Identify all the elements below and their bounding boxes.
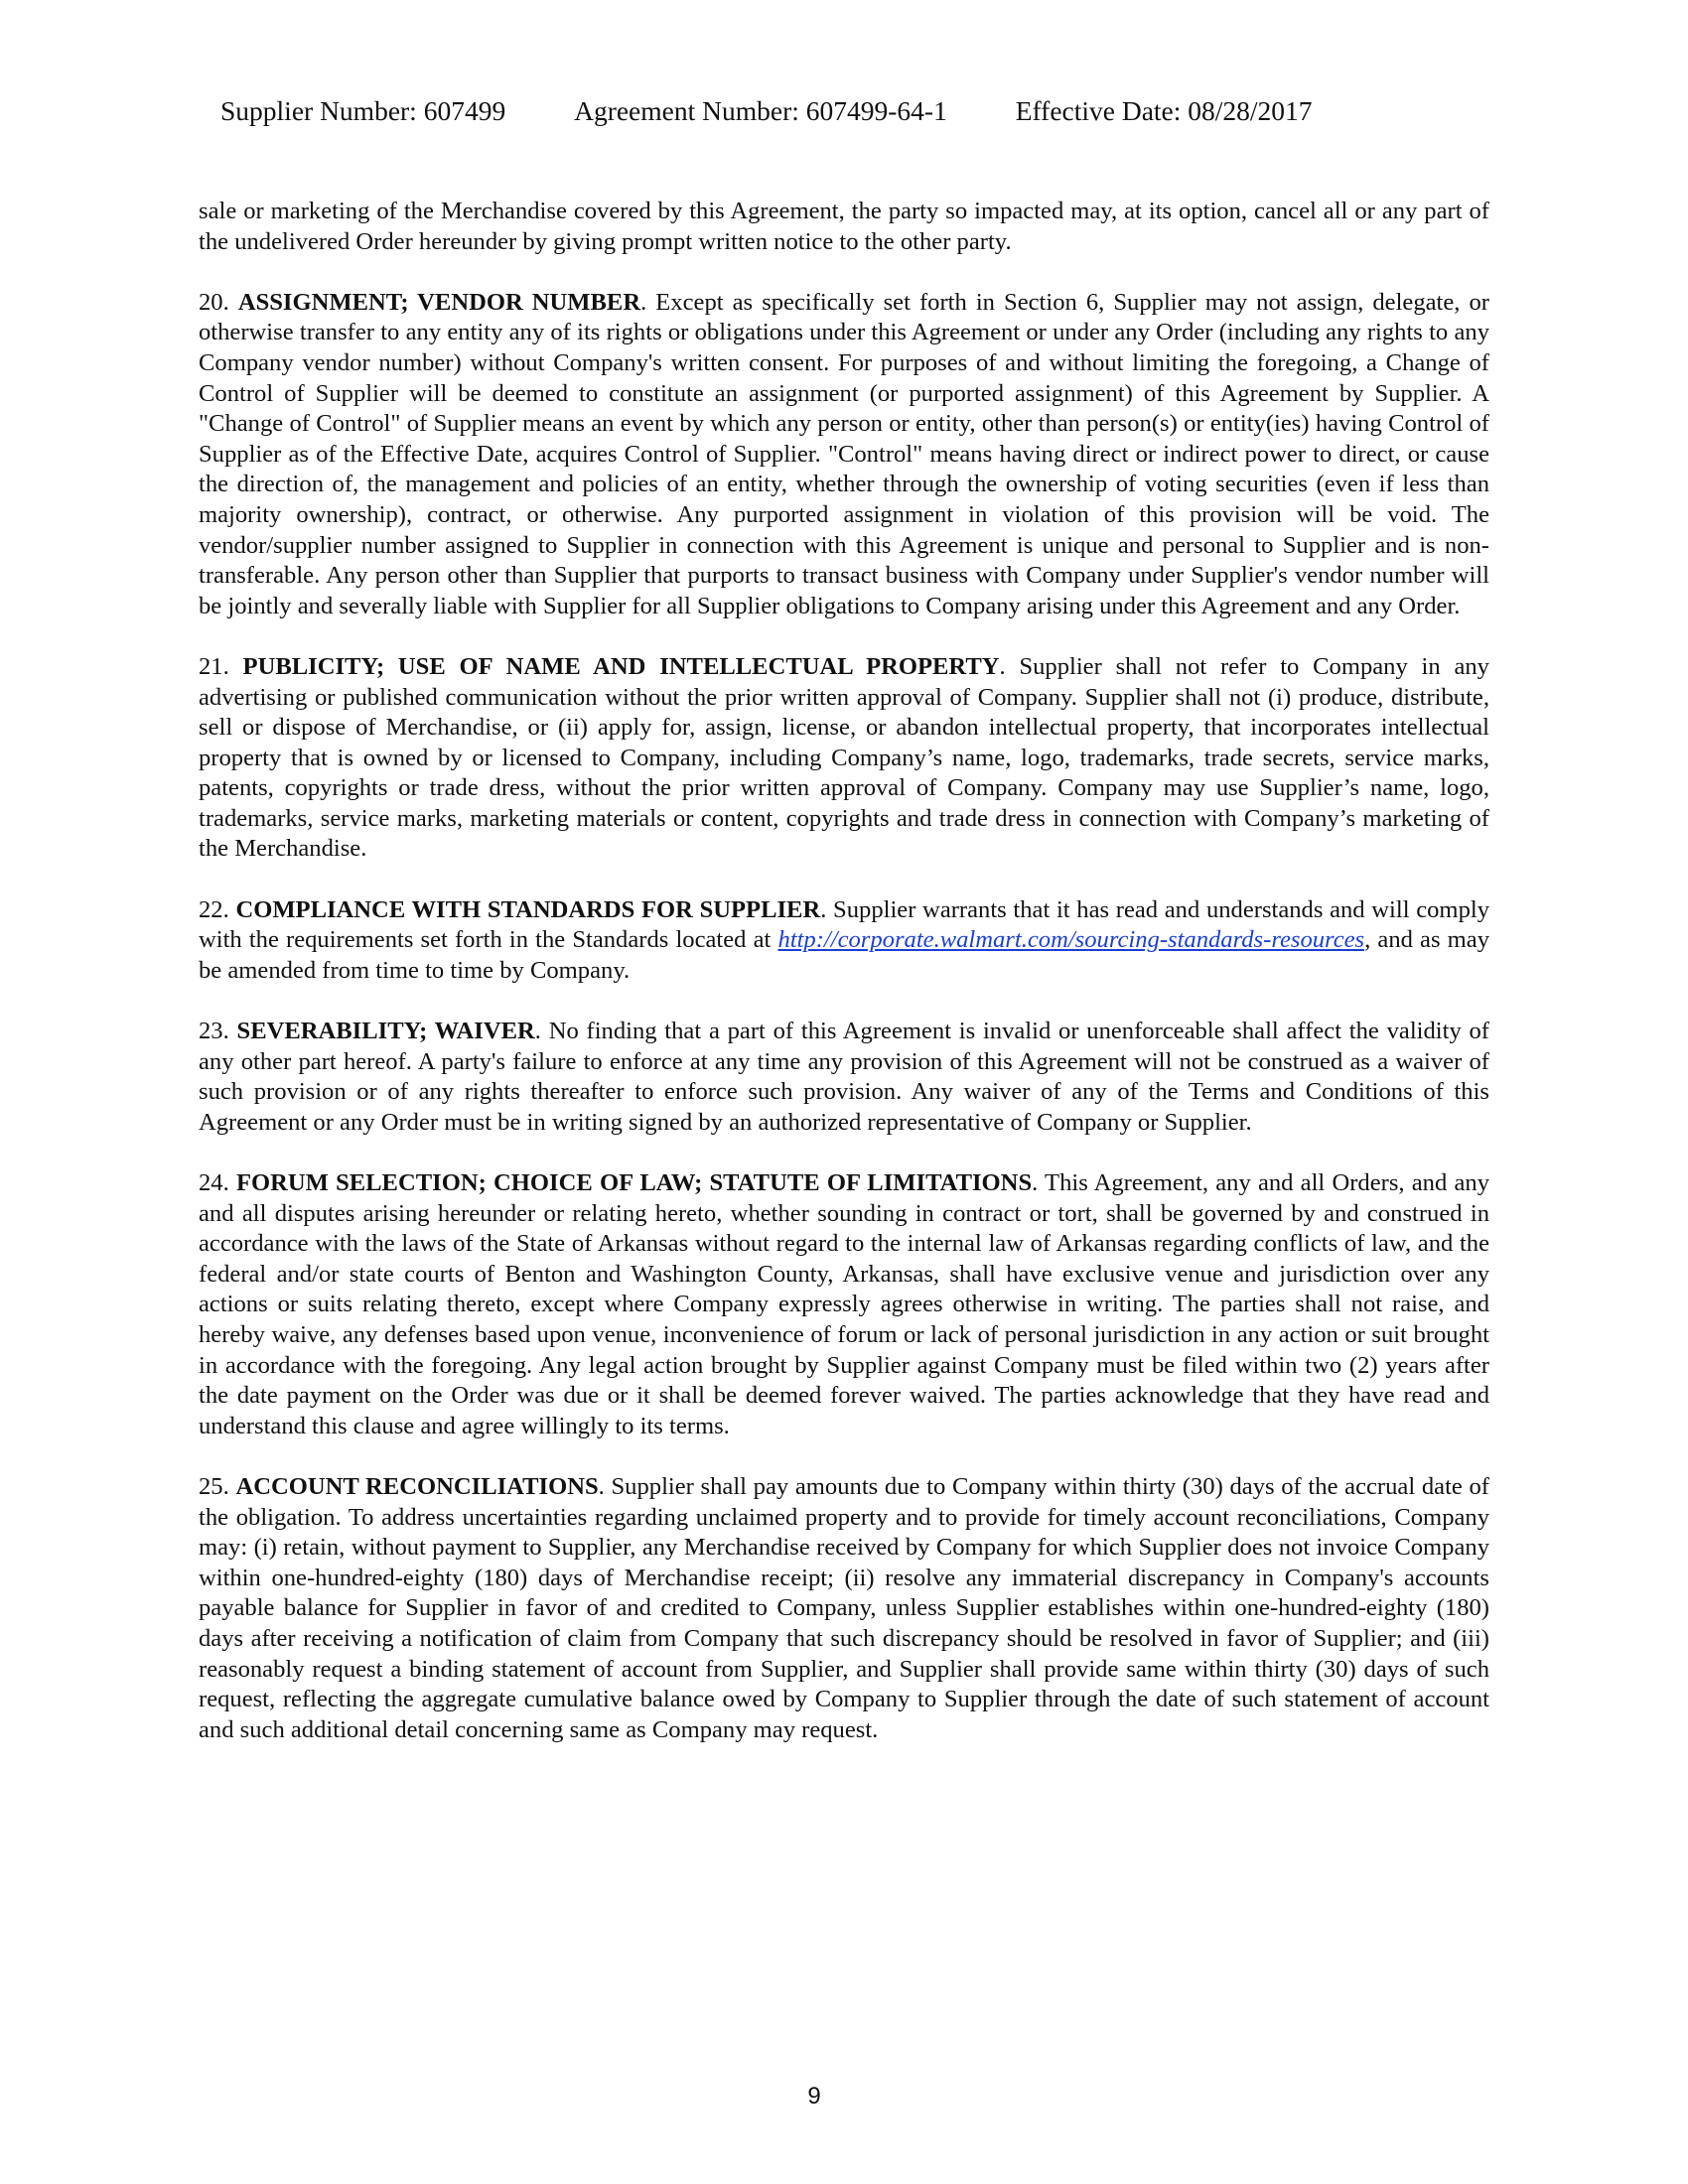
section-21	[199, 652, 1489, 865]
section-20-text: . Except as specifically set forth in Section 6, Supplier may not assign, delegate, or otherwise transfer to any entity any of its rights or obligations under this Agreement or under any Order (including any rights to any Company vendor number) without Company's written consent. For purposes of and without limiting the foregoing, a Change of Control of Supplier will be deemed to constitute an assignment (or purported assignment) of this Agreement by Supplier. A "Change of Control" of Supplier means an event by which any person or entity, other than person(s) or entity(ies) having Control of Supplier as of the Effective Date, acquires Control of Supplier. "Control" means having direct or indirect power to direct, or cause the direction of, the management and policies of an entity, whether through the ownership of voting securities (even if less than majority ownership), contract, or otherwise. Any purported assignment in violation of this provision will be void. The vendor/supplier number assigned to Supplier in connection with this Agreement is unique and personal to Supplier and is non-transferable. Any person other than Supplier that purports to transact business with Company under Supplier's vendor number will be jointly and severally liable with Supplier for all Supplier obligations to Company arising under this Agreement and any Order.	[199, 288, 1489, 619]
section-22-text-after-link: , and as may be amended from time to time by Company.	[199, 926, 1489, 984]
section-25	[199, 1472, 1489, 1745]
section-23-title: SEVERABILITY; WAIVER	[236, 1018, 535, 1045]
section-23-text: . No finding that a part of this Agreement is invalid or unenforceable shall affect the validity of any other part hereof. A party's failure to enforce at any time any provision of this Agreement will not be construed as a waiver of such provision or of any rights thereafter to enforce such provision. Any waiver of any of the Terms and Conditions of this Agreement or any Order must be in writing signed by an authorized representative of Company or Supplier.	[199, 1018, 1489, 1136]
section-24-title: FORUM SELECTION; CHOICE OF LAW; STATUTE OF LIMITATIONS	[235, 1169, 1033, 1196]
effective-date: Effective Date: 08/28/2017	[1015, 95, 1313, 126]
section-25-title: ACCOUNT RECONCILIATIONS	[235, 1472, 599, 1500]
standards-link[interactable]: http://corporate.walmart.com/sourcing-standards-resources	[777, 926, 1365, 954]
section-22-number: 22.	[199, 895, 229, 923]
section-23	[199, 1017, 1489, 1138]
section-20	[199, 288, 1489, 622]
continuation-text: sale or marketing of the Merchandise covered by this Agreement, the party so impacted may, at its option, cancel all or any part of the undelivered Order hereunder by giving prompt written notice to the other party.	[199, 198, 1489, 255]
section-20-title: ASSIGNMENT; VENDOR NUMBER	[237, 288, 641, 316]
section-23-number: 23.	[199, 1018, 229, 1045]
section-21-title: PUBLICITY; USE OF NAME AND INTELLECTUAL PROPERTY	[242, 652, 1000, 680]
section-25-text: . Supplier shall pay amounts due to Company within thirty (30) days of the accrual date of the obligation. To address uncertainties regarding unclaimed property and to provide for timely account reconciliations, Company may: (i) retain, without payment to Supplier, any Merchandise received by Company for which Supplier does not invoice Company within one-hundred-eighty (180) days of Merchandise receipt; (ii) resolve any immaterial discrepancy in Company's accounts payable balance for Supplier in favor of and credited to Company, unless Supplier establishes within one-hundred-eighty (180) days after receiving a notification of claim from Company that such discrepancy should be resolved in favor of Supplier; and (iii) reasonably request a binding statement of account from Supplier, and Supplier shall provide same within thirty (30) days of such request, reflecting the aggregate cumulative balance owed by Company to Supplier through the date of such statement of account and such additional detail concerning same as Company may request.	[199, 1472, 1489, 1743]
section-24	[199, 1168, 1489, 1441]
agreement-number: Agreement Number: 607499-64-1	[574, 95, 947, 126]
continuation-paragraph	[199, 197, 1489, 257]
document-body	[199, 197, 1489, 1776]
section-21-number: 21.	[199, 652, 229, 680]
section-22	[199, 895, 1489, 987]
page-header	[220, 95, 1511, 127]
section-25-number: 25.	[199, 1472, 229, 1500]
section-20-number: 20.	[199, 288, 229, 316]
supplier-number: Supplier Number: 607499	[220, 95, 506, 126]
section-22-title: COMPLIANCE WITH STANDARDS FOR SUPPLIER	[235, 895, 821, 923]
section-21-text: . Supplier shall not refer to Company in any advertising or published communication without the prior written approval of Company. Supplier shall not (i) produce, distribute, sell or dispose of Merchandise, or (ii) apply for, assign, license, or abandon intellectual property, that incorporates intellectual property that is owned by or licensed to Company, including Company’s name, logo, trademarks, trade secrets, service marks, patents, copyrights or trade dress, without the prior written approval of Company. Company may use Supplier’s name, logo, trademarks, service marks, marketing materials or content, copyrights and trade dress in connection with Company’s marketing of the Merchandise.	[199, 652, 1489, 863]
section-22-text-before-link: . Supplier warrants that it has read and understands and will comply with the requirements set forth in the Standards located at	[199, 895, 1489, 954]
section-24-number: 24.	[199, 1169, 229, 1196]
section-24-text: . This Agreement, any and all Orders, and any and all disputes arising hereunder or relating hereto, whether sounding in contract or tort, shall be governed by and construed in accordance with the laws of the State of Arkansas without regard to the internal law of Arkansas regarding conflicts of law, and the federal and/or state courts of Benton and Washington County, Arkansas, shall have exclusive venue and jurisdiction over any actions or suits relating thereto, except where Company expressly agrees otherwise in writing. The parties shall not raise, and hereby waive, any defenses based upon venue, inconvenience of forum or lack of personal jurisdiction in any action or suit brought in accordance with the foregoing. Any legal action brought by Supplier against Company must be filed within two (2) years after the date payment on the Order was due or it shall be deemed forever waived. The parties acknowledge that they have read and understand this clause and agree willingly to its terms.	[199, 1169, 1489, 1439]
page-number: 9	[807, 2083, 821, 2110]
